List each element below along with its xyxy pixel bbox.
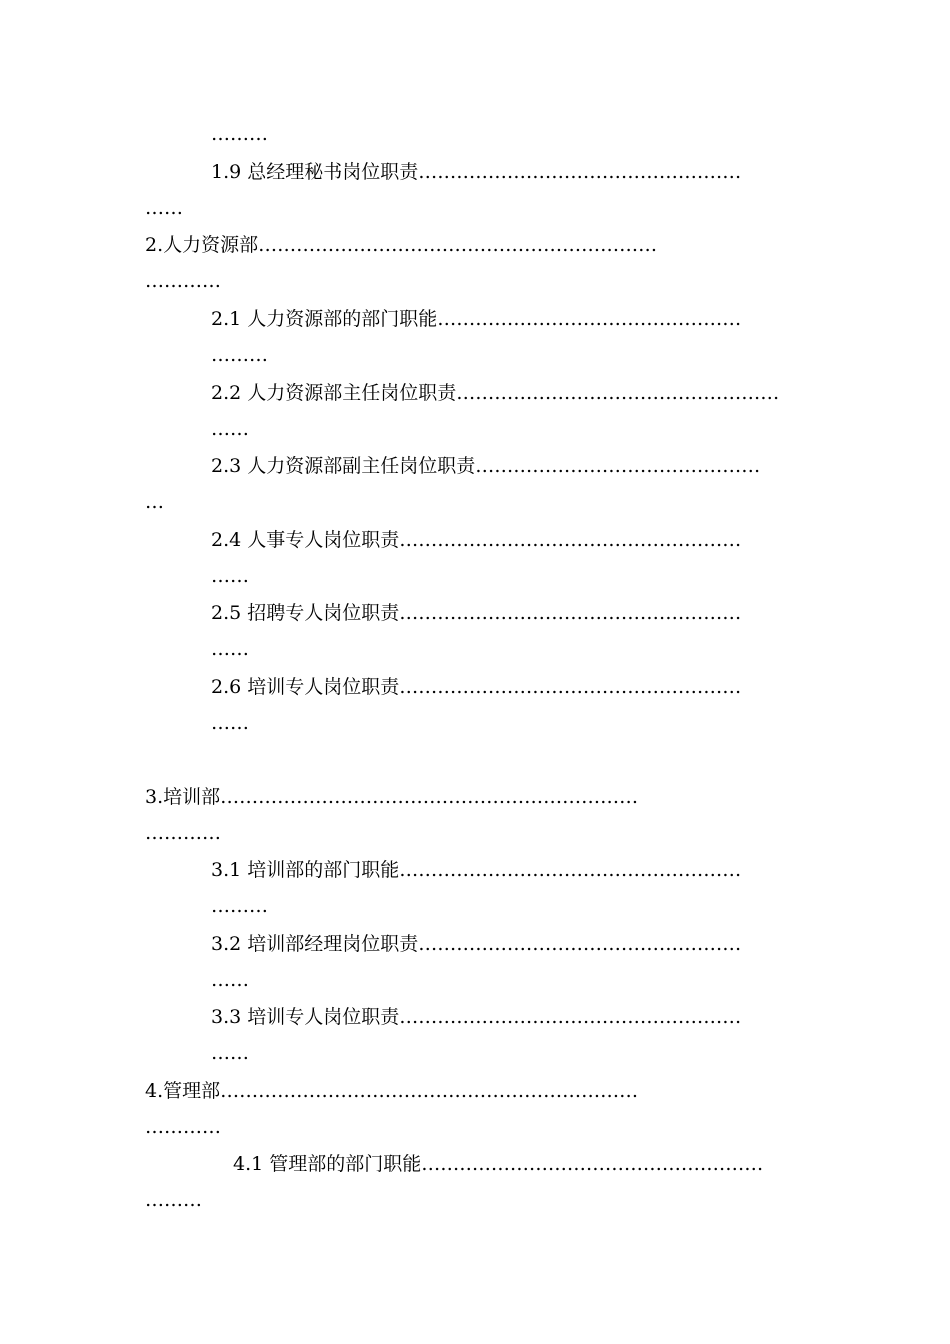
toc-entry-2-6[interactable]: [211, 675, 741, 699]
toc-entry-title: 3.3 培训专人岗位职责: [211, 1006, 400, 1028]
toc-continuation-dots: ……: [211, 969, 249, 991]
toc-leader-dots: ………………………………………………: [399, 602, 742, 624]
toc-entry-2-5[interactable]: [211, 601, 741, 625]
toc-entry-title: 2.2 人力资源部主任岗位职责: [211, 382, 457, 404]
toc-continuation-dots: ………: [211, 344, 268, 366]
toc-entry-4-1[interactable]: [233, 1152, 763, 1176]
toc-continuation-dots: ………: [211, 895, 268, 917]
toc-entry-2-2[interactable]: [211, 381, 779, 405]
toc-entry-2-1[interactable]: [211, 307, 741, 331]
toc-leader-dots: ………………………………………………: [399, 1006, 742, 1028]
toc-leader-dots: …………………………………………………………: [220, 786, 639, 808]
toc-entry-1-9[interactable]: [211, 160, 741, 184]
toc-leader-dots: ………………………………………………………: [258, 234, 658, 256]
toc-entry-title: 2.6 培训专人岗位职责: [211, 676, 400, 698]
toc-continuation-dots: ………: [211, 123, 268, 145]
toc-continuation-dots: …: [145, 491, 164, 513]
toc-entry-title: 1.9 总经理秘书岗位职责: [211, 161, 419, 183]
toc-entry-3-1[interactable]: [211, 858, 741, 882]
toc-continuation-dots: …………: [145, 822, 221, 844]
toc-entry-2-3[interactable]: [211, 454, 760, 478]
toc-entry-title: 2.3 人力资源部副主任岗位职责: [211, 455, 476, 477]
toc-leader-dots: …………………………………………………………: [220, 1080, 639, 1102]
toc-entry-2[interactable]: [145, 233, 657, 257]
toc-entry-3-3[interactable]: [211, 1005, 741, 1029]
toc-continuation-dots: ……: [211, 565, 249, 587]
toc-leader-dots: ………………………………………: [475, 455, 761, 477]
toc-continuation-dots: ………: [145, 1189, 202, 1211]
toc-entry-title: 3.2 培训部经理岗位职责: [211, 933, 419, 955]
toc-entry-3[interactable]: [145, 785, 638, 809]
toc-leader-dots: ……………………………………………: [418, 161, 742, 183]
toc-leader-dots: …………………………………………: [437, 308, 742, 330]
toc-continuation-dots: …………: [145, 1116, 221, 1138]
toc-continuation-dots: …………: [145, 270, 221, 292]
toc-leader-dots: ………………………………………………: [421, 1153, 764, 1175]
toc-entry-title: 3.1 培训部的部门职能: [211, 859, 400, 881]
toc-leader-dots: ………………………………………………: [399, 676, 742, 698]
toc-entry-2-4[interactable]: [211, 528, 741, 552]
toc-continuation-dots: ……: [211, 638, 249, 660]
toc-entry-title: 2.5 招聘专人岗位职责: [211, 602, 400, 624]
toc-entry-3-2[interactable]: [211, 932, 741, 956]
toc-entry-title: 2.人力资源部: [145, 234, 259, 256]
toc-continuation-dots: ……: [145, 197, 183, 219]
toc-entry-4[interactable]: [145, 1079, 638, 1103]
toc-leader-dots: ………………………………………………: [399, 529, 742, 551]
toc-continuation-dots: ……: [211, 418, 249, 440]
toc-leader-dots: ……………………………………………: [456, 382, 780, 404]
toc-leader-dots: ………………………………………………: [399, 859, 742, 881]
toc-entry-title: 4.1 管理部的部门职能: [233, 1153, 422, 1175]
toc-entry-title: 4.管理部: [145, 1080, 221, 1102]
toc-entry-title: 2.4 人事专人岗位职责: [211, 529, 400, 551]
toc-continuation-dots: ……: [211, 1042, 249, 1064]
toc-continuation-dots: ……: [211, 712, 249, 734]
toc-leader-dots: ……………………………………………: [418, 933, 742, 955]
toc-entry-title: 2.1 人力资源部的部门职能: [211, 308, 438, 330]
toc-entry-title: 3.培训部: [145, 786, 221, 808]
